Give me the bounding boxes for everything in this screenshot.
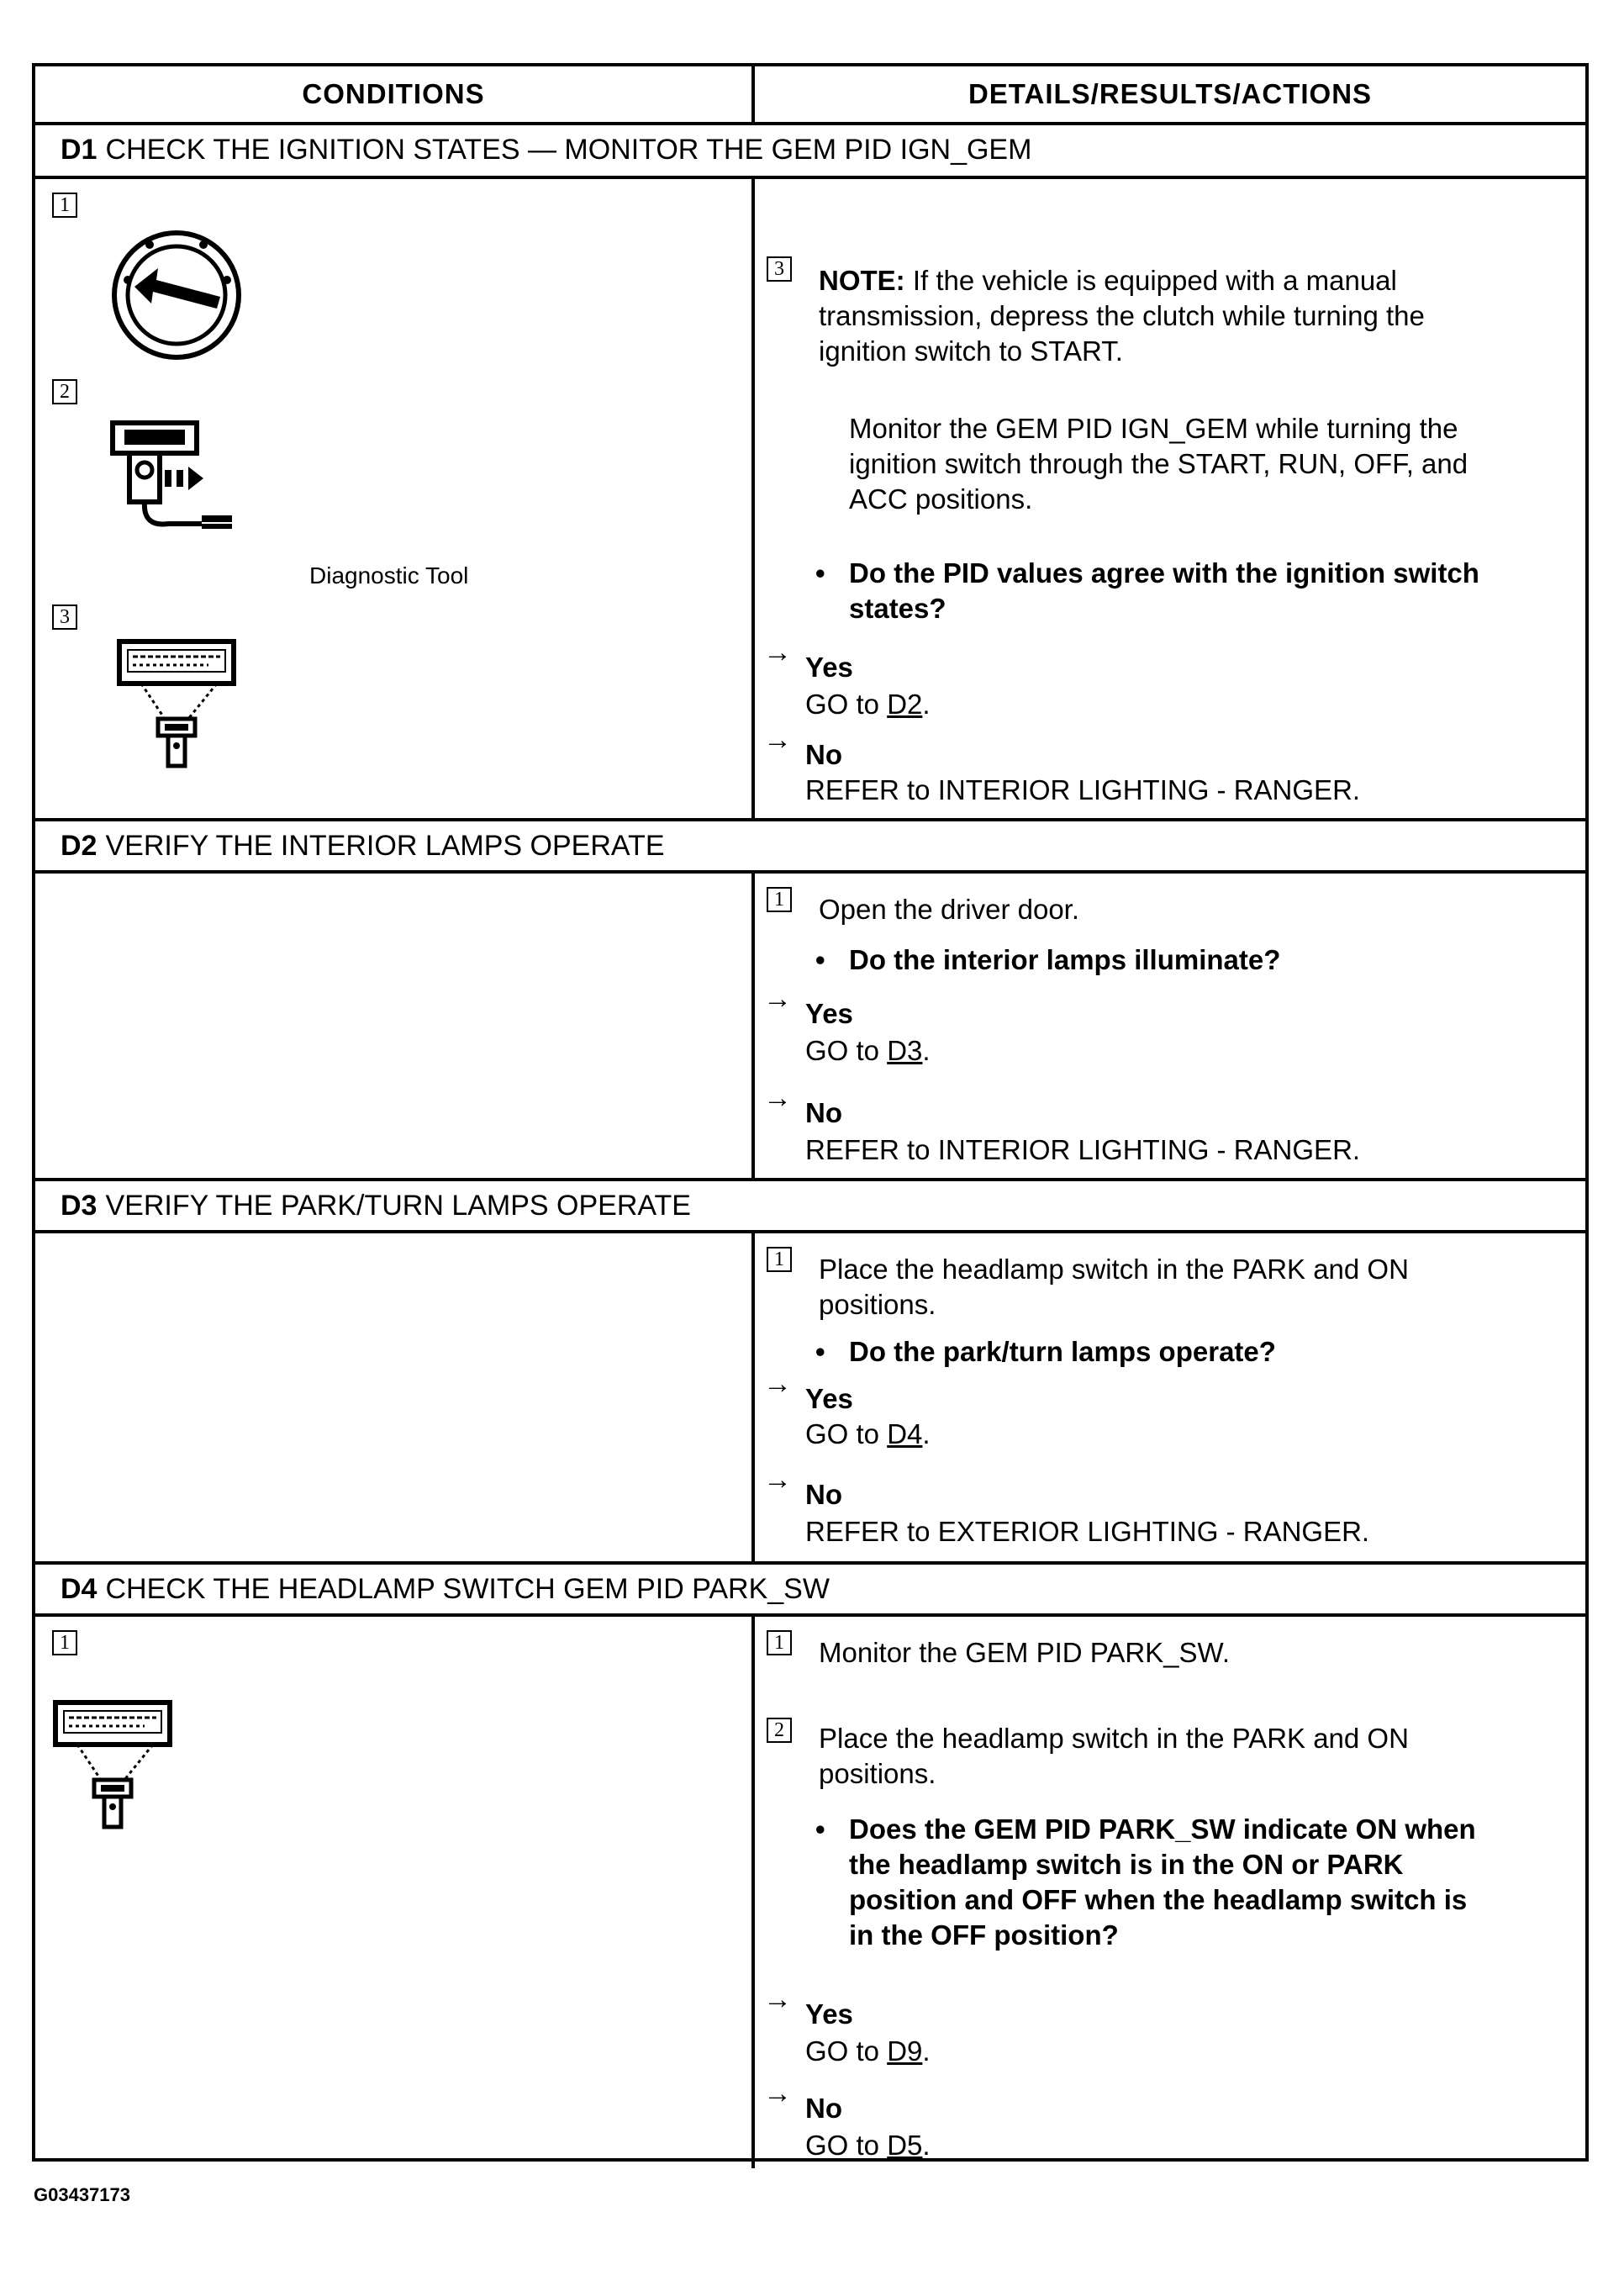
scan-tool-display-icon	[52, 1699, 178, 1834]
step-d3-yes-action: GO to D4.	[805, 1418, 931, 1449]
ignition-switch-icon	[109, 228, 244, 362]
step-d1-marker-3: 3	[767, 256, 792, 282]
arrow-right-icon: →	[763, 983, 792, 1015]
figure-id: G03437173	[34, 2184, 130, 2205]
diagnostic-tool-caption: Diagnostic Tool	[309, 562, 469, 589]
link-d4[interactable]: D4	[887, 1418, 923, 1449]
arrow-right-icon: →	[763, 1983, 792, 2015]
step-d4-no-action: GO to D5.	[805, 2130, 931, 2161]
diagnostic-tool-icon	[109, 420, 252, 537]
step-d2-yes-action: GO to D3.	[805, 1035, 931, 1066]
step-d1-question: Do the PID values agree with the ignition switch states?	[849, 557, 1479, 624]
step-d4-heading: D4 CHECK THE HEADLAMP SWITCH GEM PID PARK_SW	[61, 1572, 830, 1605]
bullet-icon: •	[815, 1813, 825, 1845]
arrow-right-icon: →	[763, 1082, 792, 1114]
details-column-header: DETAILS/RESULTS/ACTIONS	[968, 78, 1373, 109]
step-d1-heading: D1 CHECK THE IGNITION STATES — MONITOR THE GEM PID IGN_GEM	[61, 133, 1032, 166]
step-d3-instruction: Place the headlamp switch in the PARK and ON positions.	[819, 1254, 1409, 1320]
step-d3-question: Do the park/turn lamps operate?	[849, 1336, 1276, 1367]
condition-marker-1: 1	[52, 193, 77, 218]
step-d2-no-label: No	[805, 1097, 842, 1128]
step-d2-marker-1: 1	[767, 887, 792, 912]
arrow-right-icon: →	[763, 1368, 792, 1400]
step-d3-yes-label: Yes	[805, 1383, 853, 1414]
step-d1-monitor-instruction: Monitor the GEM PID IGN_GEM while turning the ignition switch through the START, RUN, OFF, and ACC positions.	[849, 413, 1468, 515]
step-d4-yes-action: GO to D9.	[805, 2035, 931, 2067]
link-d9[interactable]: D9	[887, 2035, 923, 2067]
bullet-icon: •	[815, 1336, 825, 1367]
step-d2-yes-label: Yes	[805, 998, 853, 1029]
bullet-icon: •	[815, 944, 825, 975]
step-d2-instruction: Open the driver door.	[819, 894, 1080, 925]
step-d2-question: Do the interior lamps illuminate?	[849, 944, 1281, 975]
step-d4-instruction-2: Place the headlamp switch in the PARK and ON positions.	[819, 1723, 1409, 1789]
step-d3-no-label: No	[805, 1479, 842, 1510]
step-d3-marker-1: 1	[767, 1247, 792, 1272]
step-d4-marker-1: 1	[767, 1630, 792, 1655]
step-d4-instruction-1: Monitor the GEM PID PARK_SW.	[819, 1637, 1231, 1668]
condition-marker-2: 2	[52, 379, 77, 404]
condition-marker-3: 3	[52, 604, 77, 630]
step-d3-no-action: REFER to EXTERIOR LIGHTING - RANGER.	[805, 1516, 1370, 1547]
arrow-right-icon: →	[763, 1464, 792, 1496]
condition-marker-1: 1	[52, 1630, 77, 1655]
diagnostic-table	[32, 63, 1589, 2162]
step-d2-no-action: REFER to INTERIOR LIGHTING - RANGER.	[805, 1134, 1361, 1165]
step-d2-heading: D2 VERIFY THE INTERIOR LAMPS OPERATE	[61, 829, 665, 862]
step-d3-heading: D3 VERIFY THE PARK/TURN LAMPS OPERATE	[61, 1189, 691, 1222]
step-d4-marker-2: 2	[767, 1718, 792, 1743]
step-d4-yes-label: Yes	[805, 1998, 853, 2030]
step-d1-no-action: REFER to INTERIOR LIGHTING - RANGER.	[805, 774, 1361, 805]
link-d5[interactable]: D5	[887, 2130, 923, 2161]
step-d1-note: NOTE: If the vehicle is equipped with a manual transmission, depress the clutch while turning the ignition switch to START.	[819, 265, 1425, 367]
step-d4-question: Does the GEM PID PARK_SW indicate ON when the headlamp switch is in the ON or PARK position and OFF when the headlamp switch is in the OFF position?	[849, 1813, 1476, 1951]
step-d4-no-label: No	[805, 2093, 842, 2124]
step-d1-yes-action: GO to D2.	[805, 689, 931, 720]
step-d1-no-label: No	[805, 739, 842, 770]
arrow-right-icon: →	[763, 636, 792, 668]
scan-tool-display-icon	[116, 638, 242, 773]
conditions-column-header: CONDITIONS	[302, 78, 485, 109]
arrow-right-icon: →	[763, 2077, 792, 2109]
arrow-right-icon: →	[763, 724, 792, 756]
link-d3[interactable]: D3	[887, 1035, 923, 1066]
link-d2[interactable]: D2	[887, 689, 923, 720]
step-d1-yes-label: Yes	[805, 652, 853, 683]
bullet-icon: •	[815, 557, 825, 589]
